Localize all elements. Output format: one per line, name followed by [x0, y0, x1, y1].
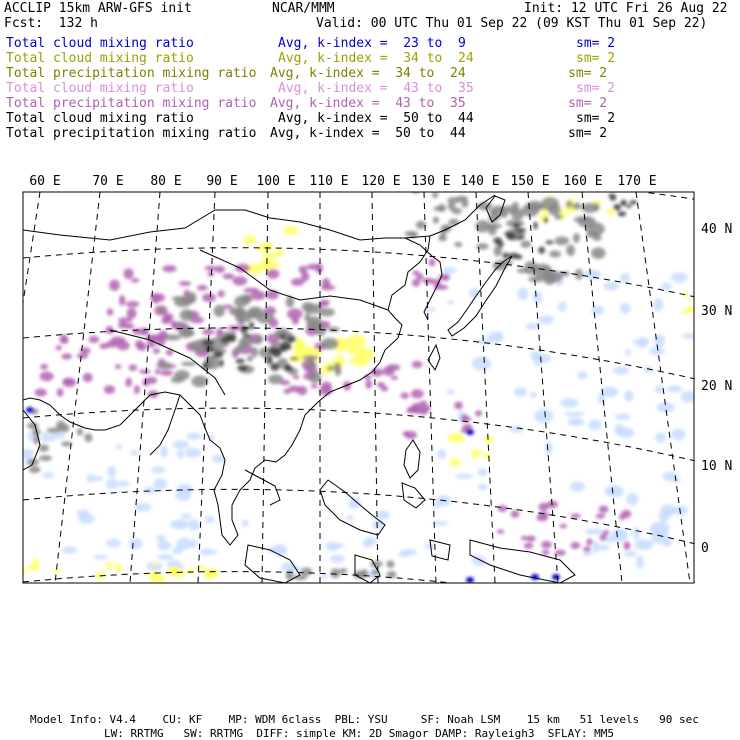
field-3-name: Total precipitation mixing ratio: [6, 66, 257, 81]
lon-label: 120 E: [361, 174, 401, 189]
field-3-avg: Avg, k-index = 34 to 24: [270, 66, 466, 81]
org-label: NCAR/MMM: [272, 1, 335, 16]
lat-label: 0: [701, 541, 709, 556]
lon-label: 70 E: [92, 174, 124, 189]
field-1-name: Total cloud mixing ratio: [6, 36, 194, 51]
lon-label: 80 E: [150, 174, 182, 189]
field-4-avg: Avg, k-index = 43 to 35: [278, 81, 474, 96]
field-6-name: Total cloud mixing ratio: [6, 111, 194, 126]
lat-label: 10 N: [701, 459, 733, 474]
model-title: ACCLIP 15km ARW-GFS init: [4, 1, 192, 16]
field-2-avg: Avg, k-index = 34 to 24: [278, 51, 474, 66]
field-3-sm: sm= 2: [568, 66, 608, 81]
latitude-labels: [701, 222, 732, 556]
longitude-labels: [29, 174, 656, 189]
field-6-sm: sm= 2: [576, 111, 616, 126]
lat-label: 20 N: [701, 379, 733, 394]
lon-label: 100 E: [256, 174, 296, 189]
lon-label: 160 E: [563, 174, 603, 189]
init-time: Init: 12 UTC Fri 26 Aug 22: [524, 1, 728, 16]
lat-label: 30 N: [701, 304, 733, 319]
longitude-line: [424, 192, 436, 583]
field-5-sm: sm= 2: [568, 96, 608, 111]
lon-label: 90 E: [206, 174, 238, 189]
field-7-name: Total precipitation mixing ratio: [6, 126, 257, 141]
latitude-line: [23, 572, 700, 625]
latitude-line: [23, 408, 700, 462]
longitude-line: [476, 192, 495, 583]
field-4-name: Total cloud mixing ratio: [6, 81, 194, 96]
field-5-avg: Avg, k-index = 43 to 35: [270, 96, 466, 111]
valid-time: Valid: 00 UTC Thu 01 Sep 22 (09 KST Thu 01 Sep 22): [316, 16, 708, 31]
lon-label: 110 E: [309, 174, 349, 189]
forecast-hour: Fcst: 132 h: [4, 16, 98, 31]
field-2-sm: sm= 2: [576, 51, 616, 66]
lon-label: 140 E: [460, 174, 500, 189]
lon-label: 130 E: [411, 174, 451, 189]
lon-label: 170 E: [617, 174, 657, 189]
field-1-avg: Avg, k-index = 23 to 9: [278, 36, 466, 51]
model-info-line2: LW: RRTMG SW: RRTMG DIFF: simple KM: 2D Smagor DAMP: Rayleigh3 SFLAY: MM5: [104, 727, 614, 740]
lon-label: 60 E: [29, 174, 61, 189]
field-6-avg: Avg, k-index = 50 to 44: [278, 111, 474, 126]
lon-label: 150 E: [510, 174, 550, 189]
field-4-sm: sm= 2: [576, 81, 616, 96]
field-7-avg: Avg, k-index = 50 to 44: [270, 126, 466, 141]
model-info-line1: Model Info: V4.4 CU: KF MP: WDM 6class PBL: YSU SF: Noah LSM 15 km 51 levels 90 sec: [30, 713, 699, 726]
field-5-name: Total precipitation mixing ratio: [6, 96, 257, 111]
field-2-name: Total cloud mixing ratio: [6, 51, 194, 66]
field-7-sm: sm= 2: [568, 126, 608, 141]
longitude-line: [55, 192, 100, 583]
cloud-shading: [19, 187, 697, 585]
field-1-sm: sm= 2: [576, 36, 616, 51]
lat-label: 40 N: [701, 222, 733, 237]
longitude-line: [0, 192, 40, 583]
